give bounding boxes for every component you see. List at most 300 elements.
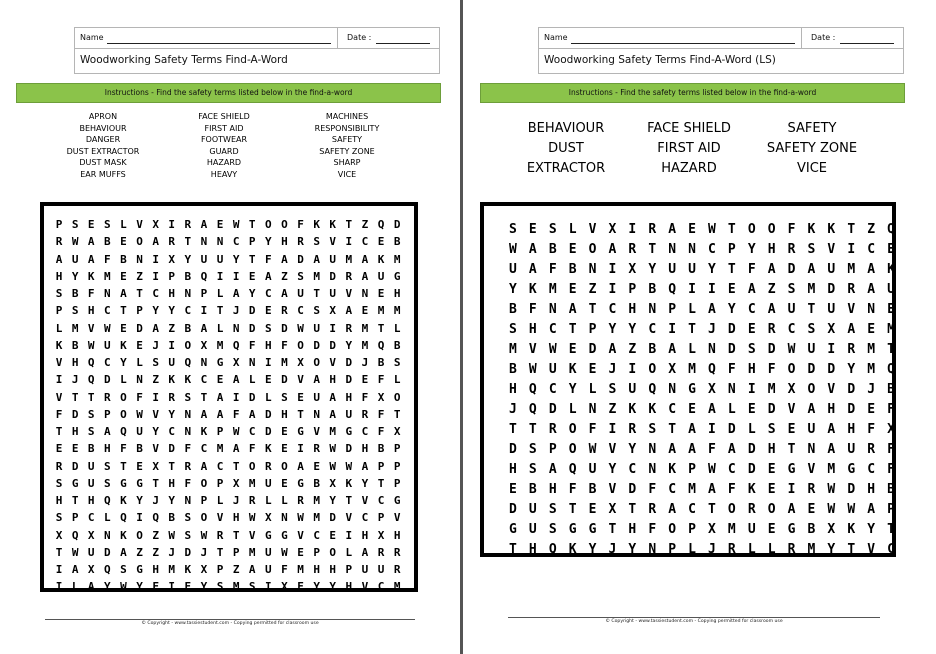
- grid-letter: V: [216, 511, 224, 525]
- grid-letter: V: [329, 356, 337, 369]
- grid-letter: F: [55, 407, 63, 421]
- grid-letter: J: [608, 542, 617, 557]
- grid-letter: S: [248, 580, 256, 594]
- grid-letter: D: [847, 402, 856, 417]
- grid-letter: W: [329, 459, 337, 473]
- grid-letter: N: [708, 342, 716, 357]
- grid-letter: K: [747, 482, 756, 497]
- grid-letter: M: [281, 356, 288, 369]
- grid-letter: A: [232, 287, 240, 300]
- grid-letter: F: [887, 402, 895, 417]
- grid-letter: Y: [71, 269, 79, 283]
- grid-letter: U: [509, 262, 517, 277]
- grid-letter: N: [216, 235, 224, 249]
- grid-letter: F: [87, 287, 95, 300]
- grid-letter: U: [377, 563, 385, 576]
- grid-letter: K: [648, 402, 657, 417]
- grid-letter: G: [136, 476, 143, 490]
- grid-letter: A: [281, 252, 288, 266]
- grid-letter: A: [668, 222, 677, 237]
- grid-letter: G: [297, 476, 304, 490]
- grid-letter: D: [509, 502, 517, 517]
- grid-letter: W: [827, 502, 836, 517]
- grid-letter: R: [377, 545, 385, 559]
- grid-letter: P: [688, 522, 696, 537]
- grid-letter: E: [887, 302, 895, 317]
- grid-letter: S: [548, 522, 557, 537]
- grid-letter: N: [361, 287, 369, 300]
- grid-letter: Z: [152, 545, 159, 559]
- grid-letter: A: [87, 235, 95, 249]
- grid-letter: S: [104, 218, 111, 231]
- grid-letter: N: [248, 356, 256, 369]
- grid-letter: C: [297, 304, 304, 318]
- grid-letter: U: [313, 321, 320, 335]
- grid-letter: P: [393, 476, 401, 490]
- grid-letter: E: [120, 235, 127, 249]
- grid-letter: Y: [568, 382, 577, 397]
- grid-letter: H: [361, 528, 369, 542]
- grid-letter: N: [807, 442, 816, 457]
- grid-letter: F: [887, 462, 895, 477]
- grid-letter: E: [297, 545, 304, 559]
- grid-letter: A: [867, 262, 876, 277]
- grid-letter: T: [509, 542, 517, 557]
- grid-letter: D: [248, 321, 256, 335]
- grid-letter: C: [361, 511, 369, 525]
- grid-letter: L: [136, 356, 143, 369]
- grid-letter: A: [71, 563, 79, 576]
- grid-letter: Y: [152, 425, 159, 438]
- grid-letter: W: [200, 528, 208, 542]
- grid-letter: X: [708, 382, 716, 397]
- grid-letter: A: [708, 302, 716, 317]
- grid-letter: C: [608, 302, 617, 317]
- grid-letter: O: [136, 235, 143, 249]
- grid-letter: L: [104, 511, 111, 525]
- grid-letter: C: [648, 322, 657, 337]
- grid-letter: R: [628, 422, 637, 437]
- grid-letter: O: [200, 476, 208, 490]
- grid-letter: I: [265, 580, 272, 594]
- grid-letter: T: [887, 342, 895, 357]
- grid-letter: R: [807, 482, 816, 497]
- grid-letter: M: [867, 362, 876, 377]
- grid-letter: D: [248, 304, 256, 318]
- grid-letter: M: [216, 442, 224, 456]
- grid-letter: U: [329, 287, 337, 300]
- grid-letter: N: [648, 302, 657, 317]
- grid-letter: C: [377, 494, 385, 507]
- grid-letter: X: [608, 502, 617, 517]
- grid-letter: K: [807, 222, 816, 237]
- grid-letter: N: [184, 425, 192, 438]
- grid-letter: N: [232, 321, 240, 335]
- grid-letter: B: [87, 442, 95, 456]
- name-field[interactable]: [571, 43, 795, 44]
- grid-letter: Y: [628, 322, 637, 337]
- grid-letter: R: [648, 222, 657, 237]
- grid-letter: U: [688, 262, 696, 277]
- grid-letter: H: [628, 522, 637, 537]
- grid-letter: D: [184, 545, 192, 559]
- grid-letter: A: [297, 459, 304, 473]
- grid-letter: W: [708, 222, 716, 237]
- grid-letter: T: [847, 542, 856, 557]
- grid-letter: F: [727, 362, 736, 377]
- date-field[interactable]: [840, 43, 894, 44]
- grid-letter: Q: [548, 542, 557, 557]
- grid-letter: R: [393, 563, 401, 576]
- grid-letter: D: [265, 407, 272, 421]
- grid-letter: D: [787, 262, 796, 277]
- grid-letter: S: [509, 322, 517, 337]
- grid-letter: B: [120, 252, 127, 266]
- grid-letter: L: [71, 580, 79, 594]
- grid-letter: N: [200, 356, 208, 369]
- grid-letter: K: [568, 362, 577, 377]
- grid-letter: H: [509, 462, 517, 477]
- grid-letter: R: [168, 235, 176, 249]
- grid-letter: T: [847, 222, 856, 237]
- grid-letter: Q: [648, 382, 657, 397]
- grid-letter: E: [216, 218, 224, 231]
- grid-letter: V: [313, 425, 320, 438]
- grid-letter: U: [668, 262, 677, 277]
- grid-letter: S: [313, 235, 320, 249]
- grid-letter: A: [248, 407, 256, 421]
- grid-letter: I: [168, 218, 176, 231]
- grid-letter: Y: [152, 304, 159, 318]
- grid-letter: L: [55, 321, 63, 335]
- grid-letter: S: [393, 356, 401, 369]
- grid-letter: A: [87, 252, 95, 266]
- grid-letter: Y: [184, 252, 192, 266]
- grid-letter: P: [628, 282, 637, 297]
- grid-letter: P: [216, 476, 224, 490]
- copyright-footer: © Copyright - www.tassiestudent.com - Copying permitted for classroom use: [605, 619, 783, 624]
- grid-letter: F: [377, 373, 385, 387]
- grid-letter: D: [747, 442, 756, 457]
- grid-letter: B: [568, 262, 577, 277]
- grid-letter: T: [568, 502, 577, 517]
- grid-letter: K: [377, 252, 385, 266]
- grid-letter: J: [867, 382, 876, 397]
- grid-letter: U: [528, 502, 537, 517]
- word-list-item: VICE: [796, 161, 828, 176]
- grid-letter: R: [297, 235, 304, 249]
- grid-letter: I: [55, 563, 63, 576]
- grid-letter: S: [313, 304, 320, 318]
- grid-letter: P: [887, 502, 895, 517]
- grid-letter: N: [688, 242, 696, 257]
- grid-letter: E: [136, 459, 143, 473]
- grid-letter: E: [216, 373, 224, 387]
- grid-letter: R: [787, 542, 796, 557]
- grid-letter: W: [136, 407, 143, 421]
- grid-letter: O: [281, 218, 288, 231]
- grid-letter: E: [297, 390, 304, 404]
- grid-letter: F: [767, 362, 776, 377]
- grid-letter: T: [136, 287, 143, 300]
- grid-letter: F: [248, 338, 256, 352]
- grid-letter: H: [265, 338, 272, 352]
- grid-letter: A: [281, 287, 288, 300]
- grid-letter: T: [568, 322, 577, 337]
- grid-letter: G: [281, 528, 288, 542]
- grid-letter: C: [265, 287, 272, 300]
- grid-letter: H: [232, 511, 240, 525]
- grid-letter: R: [281, 304, 288, 318]
- grid-letter: P: [393, 459, 401, 473]
- grid-letter: C: [688, 502, 696, 517]
- grid-letter: A: [216, 407, 224, 421]
- grid-letter: X: [87, 528, 95, 542]
- grid-letter: A: [361, 459, 369, 473]
- grid-letter: C: [867, 462, 876, 477]
- grid-letter: P: [588, 322, 597, 337]
- grid-letter: B: [168, 511, 176, 525]
- grid-letter: P: [393, 442, 401, 456]
- grid-letter: S: [55, 511, 63, 525]
- grid-letter: H: [71, 356, 79, 369]
- grid-letter: T: [393, 407, 401, 421]
- grid-letter: M: [216, 338, 224, 352]
- grid-letter: I: [55, 373, 63, 387]
- grid-letter: K: [120, 528, 127, 542]
- grid-letter: H: [87, 304, 95, 318]
- word-list-item: EXTRACTOR: [526, 161, 606, 176]
- grid-letter: W: [232, 425, 240, 438]
- grid-letter: T: [120, 459, 127, 473]
- grid-letter: L: [588, 382, 597, 397]
- grid-letter: C: [232, 235, 240, 249]
- grid-letter: U: [265, 563, 272, 576]
- grid-letter: M: [313, 494, 320, 507]
- copyright-footer: © Copyright - www.tassiestudent.com - Copying permitted for classroom use: [141, 621, 319, 626]
- grid-letter: O: [668, 522, 677, 537]
- date-field[interactable]: [376, 43, 430, 44]
- grid-letter: D: [136, 321, 143, 335]
- grid-letter: S: [71, 218, 79, 231]
- worksheet-title: Woodworking Safety Terms Find-A-Word: [80, 54, 288, 66]
- grid-letter: I: [232, 390, 240, 404]
- grid-letter: O: [313, 356, 320, 369]
- grid-letter: F: [568, 482, 577, 497]
- grid-letter: S: [281, 390, 288, 404]
- grid-letter: Z: [152, 528, 159, 542]
- grid-letter: S: [807, 242, 816, 257]
- grid-letter: C: [747, 302, 756, 317]
- grid-letter: X: [377, 390, 385, 404]
- grid-letter: T: [248, 252, 256, 266]
- grid-letter: L: [747, 542, 756, 557]
- grid-letter: H: [528, 542, 537, 557]
- grid-letter: P: [232, 545, 240, 559]
- grid-letter: T: [55, 425, 63, 438]
- grid-letter: H: [329, 373, 337, 387]
- grid-letter: Y: [827, 542, 836, 557]
- grid-letter: D: [727, 342, 736, 357]
- grid-letter: C: [216, 459, 224, 473]
- grid-letter: A: [708, 482, 716, 497]
- grid-letter: L: [393, 321, 401, 335]
- grid-letter: Z: [136, 545, 143, 559]
- grid-letter: M: [297, 563, 304, 576]
- grid-letter: V: [361, 580, 369, 594]
- grid-letter: F: [184, 476, 192, 490]
- grid-letter: S: [184, 528, 192, 542]
- grid-letter: S: [265, 321, 272, 335]
- grid-letter: I: [787, 482, 796, 497]
- grid-letter: G: [787, 462, 796, 477]
- grid-letter: Q: [232, 338, 240, 352]
- grid-letter: N: [867, 302, 876, 317]
- grid-letter: Y: [313, 580, 320, 594]
- grid-letter: N: [184, 287, 192, 300]
- grid-letter: U: [377, 269, 385, 283]
- grid-letter: D: [281, 321, 288, 335]
- grid-letter: H: [281, 407, 288, 421]
- grid-letter: W: [297, 511, 304, 525]
- grid-letter: O: [747, 222, 756, 237]
- grid-letter: I: [168, 580, 176, 594]
- grid-letter: H: [87, 494, 95, 507]
- grid-letter: M: [767, 382, 776, 397]
- grid-letter: T: [216, 545, 224, 559]
- grid-letter: X: [152, 218, 159, 231]
- grid-letter: M: [71, 321, 79, 335]
- grid-letter: V: [87, 321, 95, 335]
- word-list-item: DUST MASK: [79, 158, 127, 167]
- grid-letter: I: [708, 422, 716, 437]
- date-label: Date :: [347, 33, 372, 42]
- grid-letter: X: [827, 322, 836, 337]
- grid-letter: U: [104, 338, 111, 352]
- grid-letter: K: [345, 476, 353, 490]
- grid-letter: R: [265, 459, 272, 473]
- grid-letter: X: [200, 563, 208, 576]
- grid-letter: F: [248, 442, 256, 456]
- grid-letter: V: [867, 542, 876, 557]
- grid-letter: B: [588, 482, 597, 497]
- grid-letter: D: [767, 402, 776, 417]
- grid-letter: R: [345, 321, 353, 335]
- grid-letter: J: [152, 338, 159, 352]
- grid-letter: V: [297, 528, 304, 542]
- word-list-item: SAFETY ZONE: [766, 141, 858, 156]
- grid-letter: C: [787, 322, 796, 337]
- grid-letter: Q: [568, 462, 577, 477]
- grid-letter: I: [708, 282, 716, 297]
- grid-letter: D: [827, 282, 836, 297]
- grid-letter: D: [345, 373, 353, 387]
- header-box: [74, 27, 440, 74]
- grid-letter: P: [345, 563, 353, 576]
- grid-letter: Y: [847, 362, 856, 377]
- grid-letter: H: [767, 442, 776, 457]
- instructions-bar: Instructions - Find the safety terms listed below in the find-a-word: [480, 83, 905, 103]
- grid-letter: A: [528, 242, 537, 257]
- grid-letter: O: [136, 528, 143, 542]
- grid-letter: I: [232, 269, 240, 283]
- word-list-item: MACHINES: [325, 112, 369, 121]
- grid-letter: D: [345, 442, 353, 456]
- grid-letter: Q: [87, 373, 95, 387]
- word-list-item: SAFETY: [787, 121, 837, 136]
- grid-letter: Z: [628, 342, 637, 357]
- grid-letter: B: [528, 482, 537, 497]
- grid-letter: X: [152, 459, 159, 473]
- grid-letter: R: [548, 422, 557, 437]
- grid-letter: T: [152, 476, 159, 490]
- grid-letter: B: [377, 442, 385, 456]
- grid-letter: O: [588, 242, 597, 257]
- grid-letter: A: [248, 563, 256, 576]
- grid-letter: T: [528, 422, 537, 437]
- grid-letter: X: [827, 522, 836, 537]
- grid-letter: F: [184, 442, 192, 456]
- grid-letter: I: [608, 262, 617, 277]
- grid-letter: V: [827, 242, 836, 257]
- grid-letter: A: [847, 322, 856, 337]
- grid-letter: Y: [265, 235, 272, 249]
- grid-letter: C: [867, 242, 876, 257]
- grid-letter: S: [747, 342, 756, 357]
- grid-letter: C: [152, 287, 159, 300]
- grid-letter: O: [329, 545, 337, 559]
- grid-letter: J: [361, 356, 369, 369]
- grid-letter: X: [297, 356, 304, 369]
- grid-letter: N: [668, 242, 677, 257]
- grid-letter: L: [216, 494, 224, 507]
- grid-letter: Y: [708, 262, 716, 277]
- grid-letter: Y: [120, 356, 127, 369]
- grid-letter: B: [648, 282, 657, 297]
- grid-letter: E: [55, 442, 63, 456]
- grid-letter: R: [184, 459, 192, 473]
- grid-letter: K: [847, 522, 856, 537]
- grid-letter: J: [608, 362, 617, 377]
- grid-letter: G: [136, 563, 143, 576]
- grid-letter: P: [688, 462, 696, 477]
- grid-letter: W: [528, 362, 537, 377]
- grid-letter: M: [688, 362, 696, 377]
- grid-letter: T: [688, 322, 696, 337]
- grid-letter: U: [588, 462, 597, 477]
- grid-letter: F: [297, 218, 304, 231]
- grid-letter: Y: [648, 262, 657, 277]
- grid-letter: N: [200, 235, 208, 249]
- grid-letter: P: [200, 287, 208, 300]
- word-list-item: DUST EXTRACTOR: [66, 146, 140, 156]
- grid-letter: L: [727, 402, 736, 417]
- grid-letter: E: [688, 222, 696, 237]
- grid-letter: G: [847, 462, 856, 477]
- grid-letter: C: [248, 425, 256, 438]
- grid-letter: L: [216, 321, 224, 335]
- grid-letter: S: [297, 269, 304, 283]
- grid-letter: D: [767, 342, 776, 357]
- grid-letter: C: [668, 402, 677, 417]
- grid-letter: K: [668, 462, 677, 477]
- grid-letter: H: [361, 442, 369, 456]
- grid-letter: B: [184, 321, 192, 335]
- grid-letter: H: [71, 425, 79, 438]
- grid-letter: V: [55, 356, 63, 369]
- name-field[interactable]: [107, 43, 331, 44]
- word-list-item: FACE SHIELD: [198, 112, 250, 121]
